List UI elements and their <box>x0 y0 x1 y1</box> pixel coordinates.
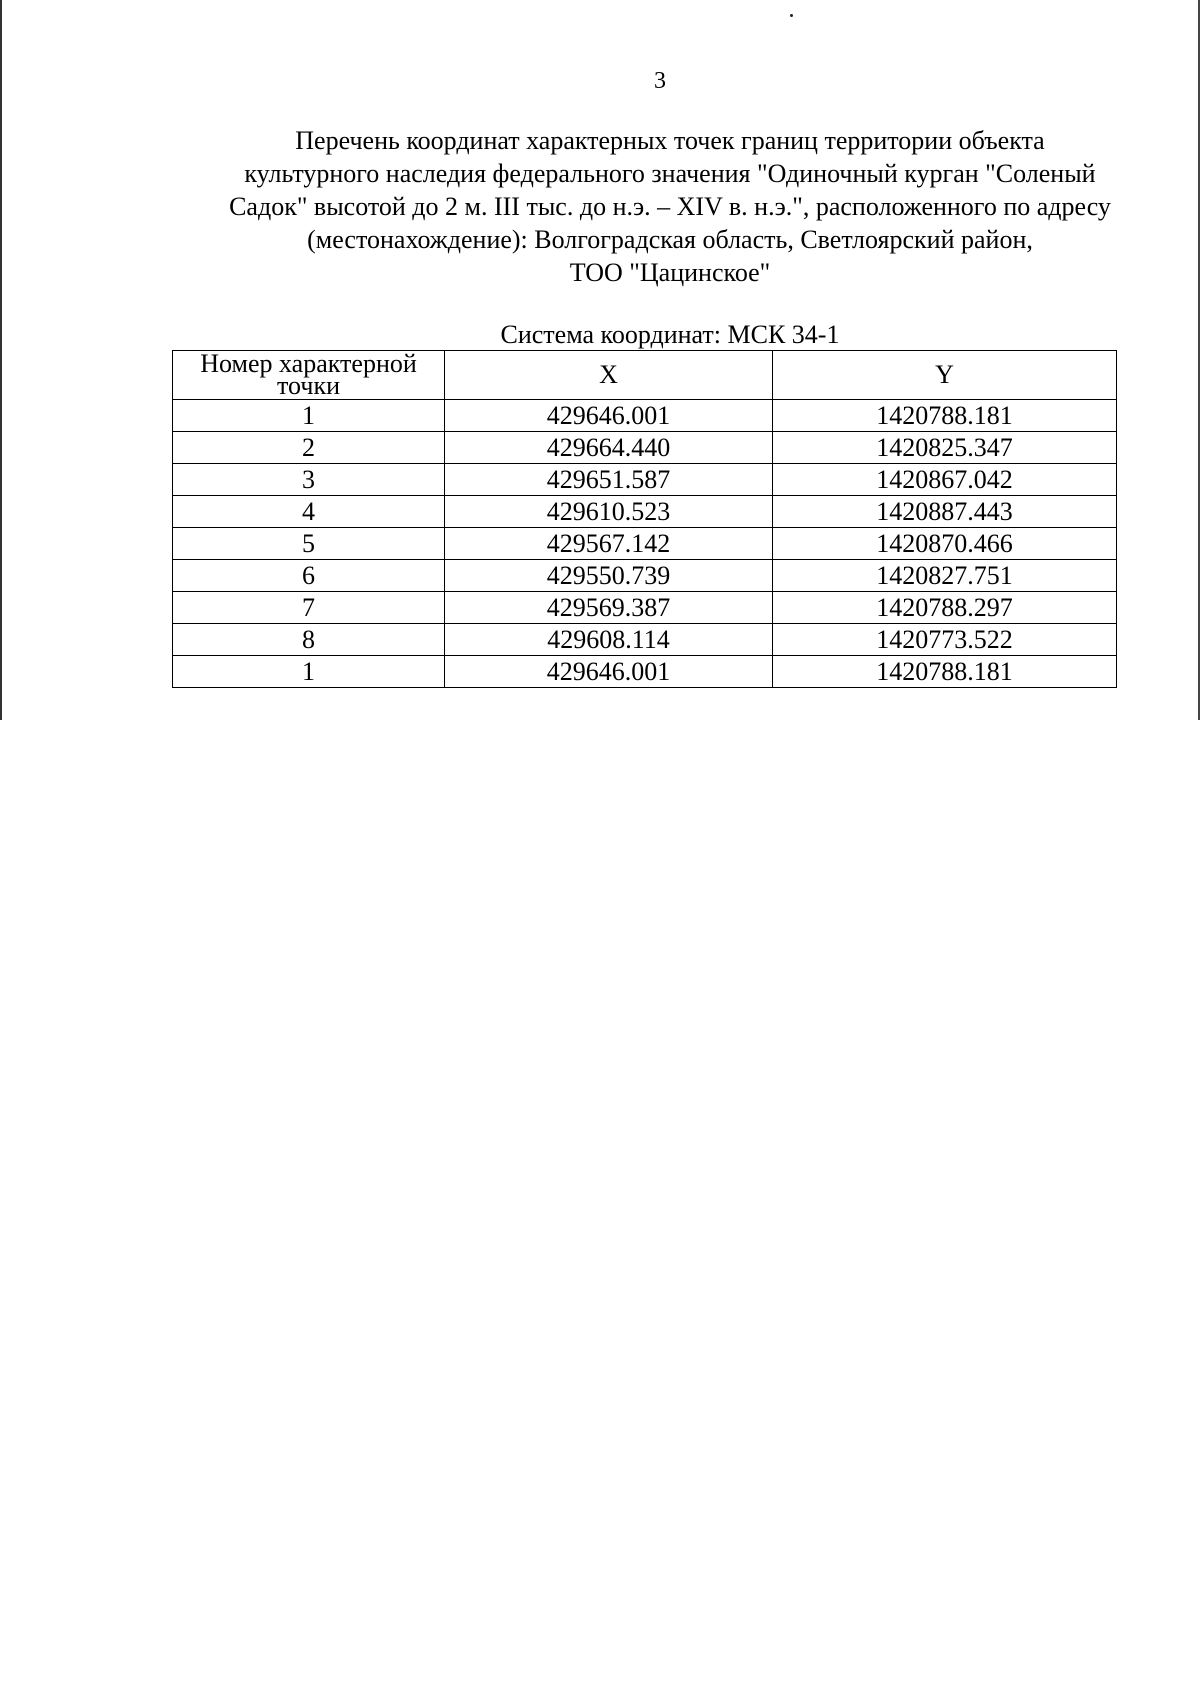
x-cell: 429567.142 <box>445 528 773 560</box>
table-row <box>173 656 1117 688</box>
table-header-row <box>173 351 1117 400</box>
scan-edge-left <box>0 0 2 720</box>
y-cell: 1420773.522 <box>773 624 1117 656</box>
table-row <box>173 400 1117 432</box>
x-cell: 429664.440 <box>445 432 773 464</box>
table-row <box>173 592 1117 624</box>
y-cell: 1420870.466 <box>773 528 1117 560</box>
point-number-cell: 3 <box>173 464 445 496</box>
table-row <box>173 560 1117 592</box>
x-cell: 429550.739 <box>445 560 773 592</box>
point-number-cell: 7 <box>173 592 445 624</box>
header-x: X <box>445 351 773 400</box>
y-cell: 1420788.181 <box>773 400 1117 432</box>
header-y: Y <box>773 351 1117 400</box>
x-cell: 429610.523 <box>445 496 773 528</box>
y-cell: 1420867.042 <box>773 464 1117 496</box>
title-line: Перечень координат характерных точек границ территории объекта <box>295 126 1045 155</box>
table-row <box>173 464 1117 496</box>
document-title <box>170 124 1170 289</box>
y-cell: 1420788.297 <box>773 592 1117 624</box>
point-number-cell: 6 <box>173 560 445 592</box>
coordinates-table <box>172 350 1117 688</box>
y-cell: 1420827.751 <box>773 560 1117 592</box>
scan-speck <box>790 14 793 17</box>
x-cell: 429651.587 <box>445 464 773 496</box>
point-number-cell: 8 <box>173 624 445 656</box>
y-cell: 1420788.181 <box>773 656 1117 688</box>
title-line: Садок" высотой до 2 м. III тыс. до н.э. – XIV в. н.э.", расположенного по адресу <box>229 192 1111 221</box>
title-line: ТОО "Цацинское" <box>569 258 771 287</box>
header-point-number: Номер характерной точки <box>173 351 445 400</box>
y-cell: 1420887.443 <box>773 496 1117 528</box>
table-row <box>173 624 1117 656</box>
x-cell: 429646.001 <box>445 400 773 432</box>
coordinate-system-label: Система координат: МСК 34-1 <box>500 320 840 349</box>
x-cell: 429608.114 <box>445 624 773 656</box>
point-number-cell: 4 <box>173 496 445 528</box>
x-cell: 429569.387 <box>445 592 773 624</box>
point-number-cell: 5 <box>173 528 445 560</box>
title-line: культурного наследия федерального значения "Одиночный курган "Соленый <box>244 159 1096 188</box>
point-number-cell: 2 <box>173 432 445 464</box>
title-line: (местонахождение): Волгоградская область, Светлоярский район, <box>307 225 1033 254</box>
table-row <box>173 496 1117 528</box>
page-number: 3 <box>654 68 666 94</box>
y-cell: 1420825.347 <box>773 432 1117 464</box>
table-row <box>173 432 1117 464</box>
point-number-cell: 1 <box>173 656 445 688</box>
x-cell: 429646.001 <box>445 656 773 688</box>
table-row <box>173 528 1117 560</box>
point-number-cell: 1 <box>173 400 445 432</box>
